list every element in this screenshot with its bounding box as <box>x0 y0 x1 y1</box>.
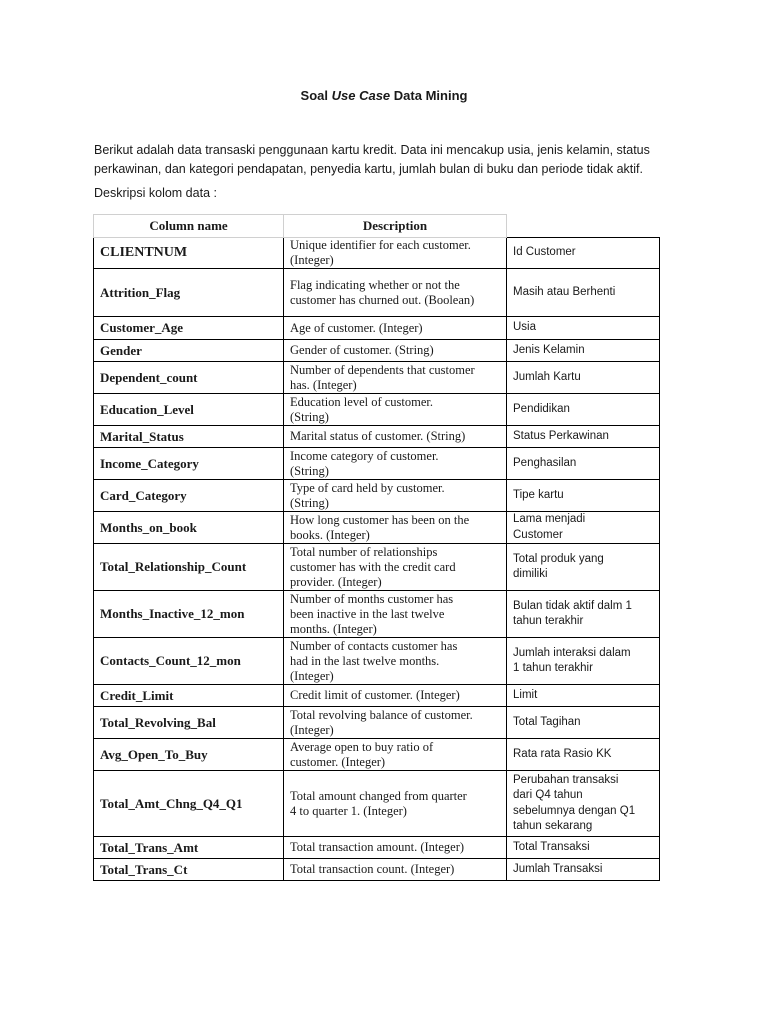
cell-indonesian <box>507 707 660 739</box>
cell-column-name: Months_on_book <box>94 512 284 544</box>
table-row <box>94 512 660 544</box>
description-line: Flag indicating whether or not the <box>290 277 460 292</box>
table-row <box>94 859 660 881</box>
cell-column-name: Avg_Open_To_Buy <box>94 739 284 771</box>
description-line: Total transaction amount. (Integer) <box>290 840 465 854</box>
description-line: Number of dependents that customer <box>290 362 475 377</box>
indonesian-line: Rata rata Rasio KK <box>513 747 612 760</box>
cell-description <box>284 317 507 340</box>
cell-description <box>284 771 507 837</box>
cell-description <box>284 448 507 480</box>
table-row <box>94 707 660 739</box>
cell-column-name: Total_Trans_Ct <box>94 859 284 881</box>
cell-indonesian <box>507 317 660 340</box>
description-line: (String) <box>290 409 329 424</box>
indonesian-line: Jumlah Kartu <box>513 370 581 383</box>
indonesian-line: Total produk yang <box>513 552 604 565</box>
table-row <box>94 340 660 362</box>
cell-description <box>284 638 507 685</box>
table-row <box>94 317 660 340</box>
description-line: (Integer) <box>290 722 334 737</box>
cell-column-name: Income_Category <box>94 448 284 480</box>
cell-indonesian <box>507 340 660 362</box>
indonesian-line: Id Customer <box>513 246 576 259</box>
cell-column-name: Education_Level <box>94 394 284 426</box>
cell-description <box>284 707 507 739</box>
indonesian-line: Limit <box>513 688 538 701</box>
indonesian-line: tahun sekarang <box>513 820 593 832</box>
description-line: Income category of customer. <box>290 448 439 463</box>
description-line: Type of card held by customer. <box>290 480 445 495</box>
title-prefix: Soal <box>300 88 332 103</box>
cell-description <box>284 340 507 362</box>
table-body <box>94 238 660 881</box>
indonesian-line: Tipe kartu <box>513 488 564 501</box>
cell-column-name: CLIENTNUM <box>94 238 284 269</box>
table-header-row <box>94 215 660 238</box>
header-column-name: Column name <box>94 215 284 238</box>
description-line: been inactive in the last twelve <box>290 606 445 621</box>
description-line: customer has churned out. (Boolean) <box>290 292 475 307</box>
cell-column-name: Attrition_Flag <box>94 269 284 317</box>
header-description: Description <box>284 215 507 238</box>
description-line: (Integer) <box>290 668 334 683</box>
cell-column-name: Gender <box>94 340 284 362</box>
indonesian-line: tahun terakhir <box>513 615 584 627</box>
cell-indonesian <box>507 426 660 448</box>
indonesian-line: dimiliki <box>513 568 548 580</box>
column-description-table <box>93 214 660 881</box>
table-row <box>94 638 660 685</box>
cell-description <box>284 739 507 771</box>
cell-description <box>284 591 507 638</box>
table-row <box>94 837 660 859</box>
table-row <box>94 362 660 394</box>
cell-description <box>284 426 507 448</box>
table-row <box>94 238 660 269</box>
header-indonesian <box>507 215 660 238</box>
title-suffix: Data Mining <box>390 88 468 103</box>
description-line: (Integer) <box>290 253 334 267</box>
description-line: customer. (Integer) <box>290 754 386 769</box>
description-line: had in the last twelve months. <box>290 653 440 668</box>
table-row <box>94 591 660 638</box>
description-line: Unique identifier for each customer. <box>290 238 471 252</box>
cell-indonesian <box>507 269 660 317</box>
cell-description <box>284 362 507 394</box>
cell-indonesian <box>507 448 660 480</box>
description-line: Number of months customer has <box>290 591 454 606</box>
indonesian-line: Usia <box>513 321 537 334</box>
description-line: Number of contacts customer has <box>290 638 458 653</box>
cell-column-name: Contacts_Count_12_mon <box>94 638 284 685</box>
description-line: (String) <box>290 463 329 478</box>
description-line: Age of customer. (Integer) <box>290 320 423 335</box>
cell-column-name: Card_Category <box>94 480 284 512</box>
table-row <box>94 739 660 771</box>
columns-description-label: Deskripsi kolom data : <box>94 186 217 200</box>
page-title <box>0 88 768 103</box>
indonesian-line: Jenis Kelamin <box>513 343 585 356</box>
indonesian-line: Total Tagihan <box>513 715 581 728</box>
indonesian-line: Status Perkawinan <box>513 429 609 442</box>
indonesian-line: 1 tahun terakhir <box>513 662 593 674</box>
table-row <box>94 394 660 426</box>
description-line: Education level of customer. <box>290 394 434 409</box>
table-row <box>94 426 660 448</box>
title-italic: Use Case <box>331 88 391 103</box>
description-line: Total number of relationships <box>290 544 438 559</box>
description-line: Total transaction count. (Integer) <box>290 862 455 876</box>
cell-description <box>284 544 507 591</box>
intro-line: Berikut adalah data transaski penggunaan kartu kredit. Data ini mencakup usia, jenis kelamin, status <box>94 143 650 157</box>
description-line: has. (Integer) <box>290 377 357 392</box>
indonesian-line: Masih atau Berhenti <box>513 285 616 298</box>
description-line: Credit limit of customer. (Integer) <box>290 688 460 702</box>
cell-column-name: Dependent_count <box>94 362 284 394</box>
cell-column-name: Total_Revolving_Bal <box>94 707 284 739</box>
cell-description <box>284 394 507 426</box>
cell-indonesian <box>507 859 660 881</box>
indonesian-line: sebelumnya dengan Q1 <box>513 804 636 817</box>
indonesian-line: Pendidikan <box>513 402 570 415</box>
indonesian-line: Customer <box>513 528 563 541</box>
cell-column-name: Total_Trans_Amt <box>94 837 284 859</box>
description-line: (String) <box>290 495 329 510</box>
cell-description <box>284 837 507 859</box>
cell-indonesian <box>507 394 660 426</box>
cell-column-name: Customer_Age <box>94 317 284 340</box>
indonesian-line: Bulan tidak aktif dalm 1 <box>513 599 632 612</box>
cell-column-name: Total_Relationship_Count <box>94 544 284 591</box>
cell-indonesian <box>507 591 660 638</box>
table-row <box>94 771 660 837</box>
cell-indonesian <box>507 685 660 707</box>
cell-description <box>284 859 507 881</box>
indonesian-line: Penghasilan <box>513 456 577 469</box>
description-line: Total revolving balance of customer. <box>290 707 473 722</box>
cell-indonesian <box>507 771 660 837</box>
cell-indonesian <box>507 544 660 591</box>
description-line: Average open to buy ratio of <box>290 739 434 754</box>
indonesian-line: Jumlah interaksi dalam <box>513 646 631 659</box>
cell-indonesian <box>507 238 660 269</box>
cell-indonesian <box>507 638 660 685</box>
description-line: customer has with the credit card <box>290 559 456 574</box>
table-row <box>94 448 660 480</box>
description-line: months. (Integer) <box>290 621 377 636</box>
indonesian-line: Jumlah Transaksi <box>513 862 603 875</box>
cell-description <box>284 512 507 544</box>
intro-line: perkawinan, dan kategori pendapatan, penyedia kartu, jumlah bulan di buku dan periode tidak aktif. <box>94 162 643 176</box>
cell-description <box>284 480 507 512</box>
indonesian-line: Perubahan transaksi <box>513 773 619 786</box>
cell-column-name: Months_Inactive_12_mon <box>94 591 284 638</box>
description-line: provider. (Integer) <box>290 574 382 589</box>
cell-indonesian <box>507 362 660 394</box>
cell-description <box>284 685 507 707</box>
cell-column-name: Marital_Status <box>94 426 284 448</box>
cell-indonesian <box>507 837 660 859</box>
description-line: Gender of customer. (String) <box>290 343 434 357</box>
description-line: Total amount changed from quarter <box>290 788 467 803</box>
table-row <box>94 544 660 591</box>
cell-indonesian <box>507 512 660 544</box>
cell-description <box>284 269 507 317</box>
cell-column-name: Credit_Limit <box>94 685 284 707</box>
intro-paragraph <box>94 141 684 179</box>
indonesian-line: Lama menjadi <box>513 513 586 525</box>
table-row <box>94 685 660 707</box>
table-row <box>94 269 660 317</box>
table-row <box>94 480 660 512</box>
description-line: Marital status of customer. (String) <box>290 429 466 443</box>
description-line: books. (Integer) <box>290 527 370 542</box>
cell-description <box>284 238 507 269</box>
description-line: 4 to quarter 1. (Integer) <box>290 803 407 818</box>
indonesian-line: dari Q4 tahun <box>513 789 583 801</box>
indonesian-line: Total Transaksi <box>513 840 590 853</box>
cell-column-name: Total_Amt_Chng_Q4_Q1 <box>94 771 284 837</box>
cell-indonesian <box>507 480 660 512</box>
cell-indonesian <box>507 739 660 771</box>
description-line: How long customer has been on the <box>290 512 470 527</box>
